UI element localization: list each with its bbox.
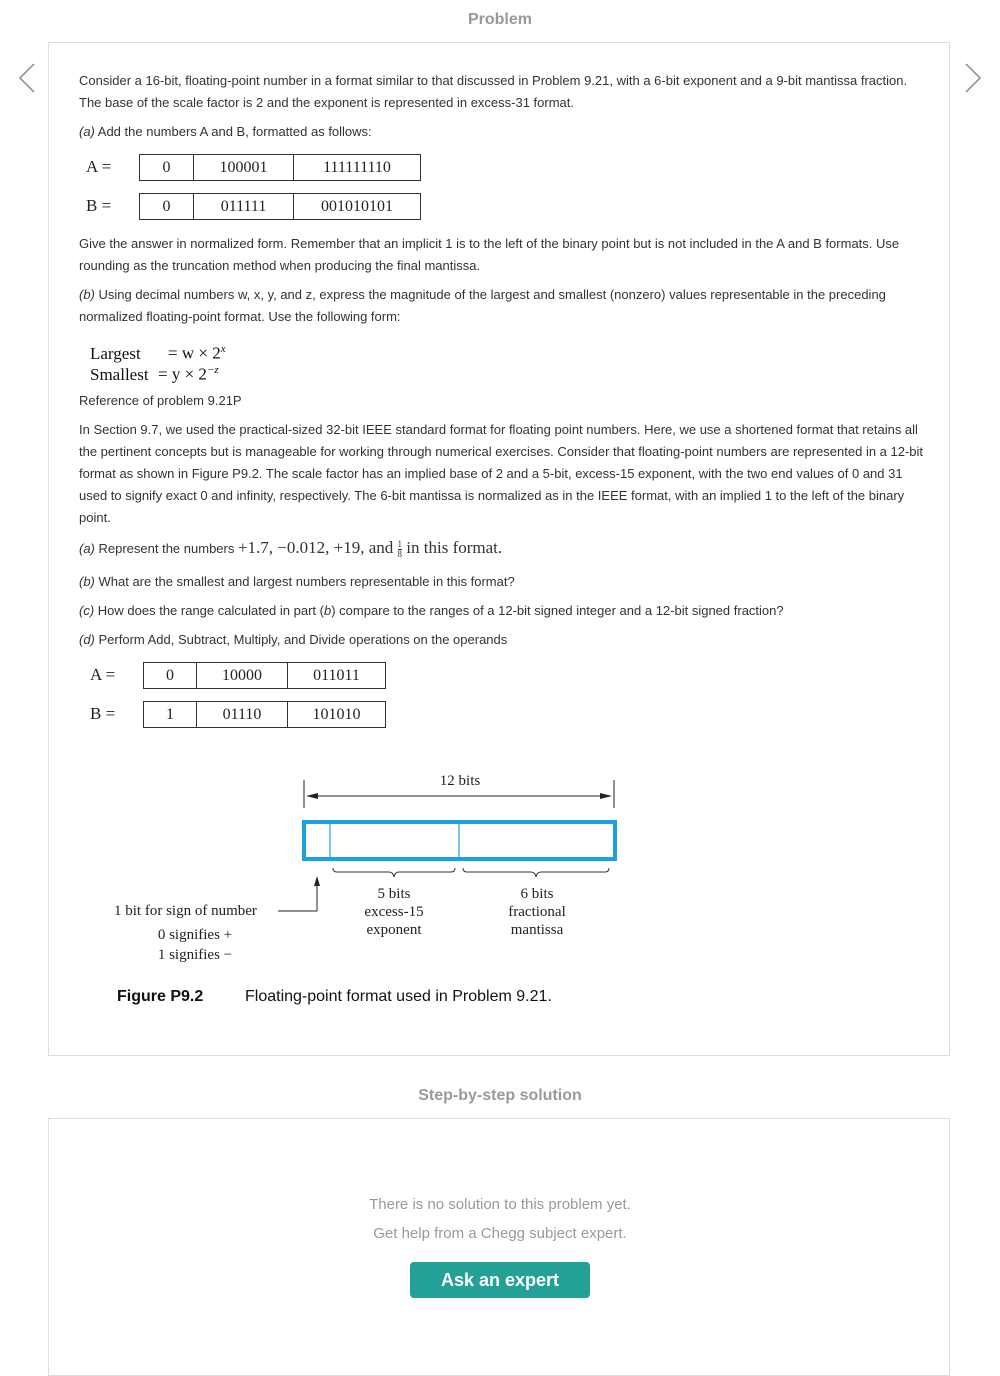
exponent-label: [344, 885, 444, 939]
sign-bit: 0: [144, 663, 197, 689]
solution-heading: Step-by-step solution: [418, 1087, 582, 1104]
expert-help-text: Get help from a Chegg subject expert.: [373, 1225, 627, 1242]
mantissa-bits-count: 6 bits: [520, 886, 554, 902]
table1-label-b: B =: [86, 196, 112, 215]
fraction-denominator: 8: [397, 549, 403, 560]
mantissa-bits: 101010: [288, 702, 386, 728]
ref-d-text: Perform Add, Subtract, Multiply, and Divide operations on the operands: [94, 632, 508, 647]
ref-c-b: b: [323, 603, 332, 618]
mantissa-bits: 011011: [288, 663, 386, 689]
figure-caption-text: Floating-point format used in Problem 9.21.: [245, 988, 552, 1005]
sign-pointer-arrow: [314, 876, 320, 886]
exponent-brace: [333, 868, 455, 877]
formula-largest-expr: = w × 2: [168, 343, 221, 363]
sign-zero-label: 0 signifies +: [157, 927, 233, 943]
sign-bit: 0: [140, 155, 194, 181]
formula-largest-label: Largest: [90, 343, 141, 363]
sign-one-label: 1 signifies −: [157, 947, 233, 963]
formula-smallest-exp: −z: [206, 364, 219, 376]
solution-panel: [48, 1118, 950, 1376]
part-b-label: (b): [79, 287, 95, 302]
exponent-bits-count: 5 bits: [377, 886, 411, 902]
table1-label-a: A =: [86, 157, 112, 176]
exponent-bits: 011111: [194, 194, 294, 220]
figure-caption-label: Figure P9.2: [117, 988, 204, 1005]
mantissa-bits: 111111110: [294, 155, 421, 181]
exponent-desc-2: exponent: [366, 922, 422, 938]
exponent-desc-1: excess-15: [364, 904, 424, 920]
mantissa-desc-2: mantissa: [510, 922, 564, 938]
mantissa-desc-1: fractional: [508, 904, 566, 920]
arrow-head-right: [600, 793, 612, 799]
total-bits-label: 12 bits: [439, 773, 481, 789]
part-a-text: Add the numbers A and B, formatted as follows:: [94, 124, 372, 139]
formula-smallest-label: Smallest: [90, 364, 149, 384]
ref-a-prefix: Represent the numbers: [94, 541, 238, 556]
exponent-bits: 01110: [197, 702, 288, 728]
problem-heading: Problem: [467, 11, 532, 28]
ref-c-text1: How does the range calculated in part (: [94, 603, 324, 618]
formula-smallest-expr: = y × 2: [158, 364, 207, 384]
part-b-text: Using decimal numbers w, x, y, and z, express the magnitude of the largest and smallest (nonzero) values representable in the preceding normalized floating-point format. Use the following form:: [79, 287, 886, 324]
sign-bit-label: 1 bit for sign of number: [114, 903, 257, 919]
ref-b-label: (b): [79, 574, 95, 589]
sign-bit: 1: [144, 702, 197, 728]
formula-largest-exp: x: [220, 343, 226, 355]
exponent-bits: 10000: [197, 663, 288, 689]
mantissa-bits: 001010101: [294, 194, 421, 220]
exponent-bits: 100001: [194, 155, 294, 181]
ref-a-numbers: +1.7, −0.012, +19, and: [237, 538, 398, 557]
table2-label-b: B =: [90, 704, 116, 723]
ref-c-label: (c): [79, 603, 95, 618]
ref-d-label: (d): [79, 632, 95, 647]
part-a-label: (a): [79, 124, 95, 139]
reference-label: Reference of problem 9.21P: [79, 393, 242, 408]
table2-label-a: A =: [90, 665, 116, 684]
normalized-note: Give the answer in normalized form. Remember that an implicit 1 is to the left of the binary point but is not included in the A and B formats. Use rounding as the truncation method when producing the final mantissa.: [79, 236, 900, 273]
no-solution-text: There is no solution to this problem yet.: [369, 1196, 631, 1213]
sign-bit: 0: [140, 194, 194, 220]
arrow-head-left: [306, 793, 318, 799]
mantissa-brace: [463, 868, 609, 877]
ask-expert-button[interactable]: Ask an expert: [410, 1262, 590, 1298]
ref-b-text: What are the smallest and largest numbers representable in this format?: [94, 574, 515, 589]
fraction-numerator: 1: [397, 539, 403, 550]
ref-c-text2: ) compare to the ranges of a 12-bit signed integer and a 12-bit signed fraction?: [331, 603, 784, 618]
ref-a-suffix: in this format.: [402, 538, 503, 557]
ref-a-label: (a): [79, 541, 95, 556]
mantissa-label: [487, 885, 587, 939]
problem-intro: Consider a 16-bit, floating-point number in a format similar to that discussed in Problem 9.21, with a 6-bit exponent and a 9-bit mantissa fraction. The base of the scale factor is 2 and the exponent is represented in excess-31 format.: [79, 73, 908, 110]
reference-text: In Section 9.7, we used the practical-sized 32-bit IEEE standard format for floating point numbers. Here, we use a shortened format that retains all the pertinent concepts but is manageable for working through numerical exercises. Consider that floating-point numbers are represented in a 12-bit format as shown in Figure P9.2. The scale factor has an implied base of 2 and a 5-bit, excess-15 exponent, with the two end values of 0 and 31 used to signify exact 0 and infinity, respectively. The 6-bit mantissa is normalized as in the IEEE format, with an implied 1 to the left of the binary point.: [79, 422, 924, 525]
